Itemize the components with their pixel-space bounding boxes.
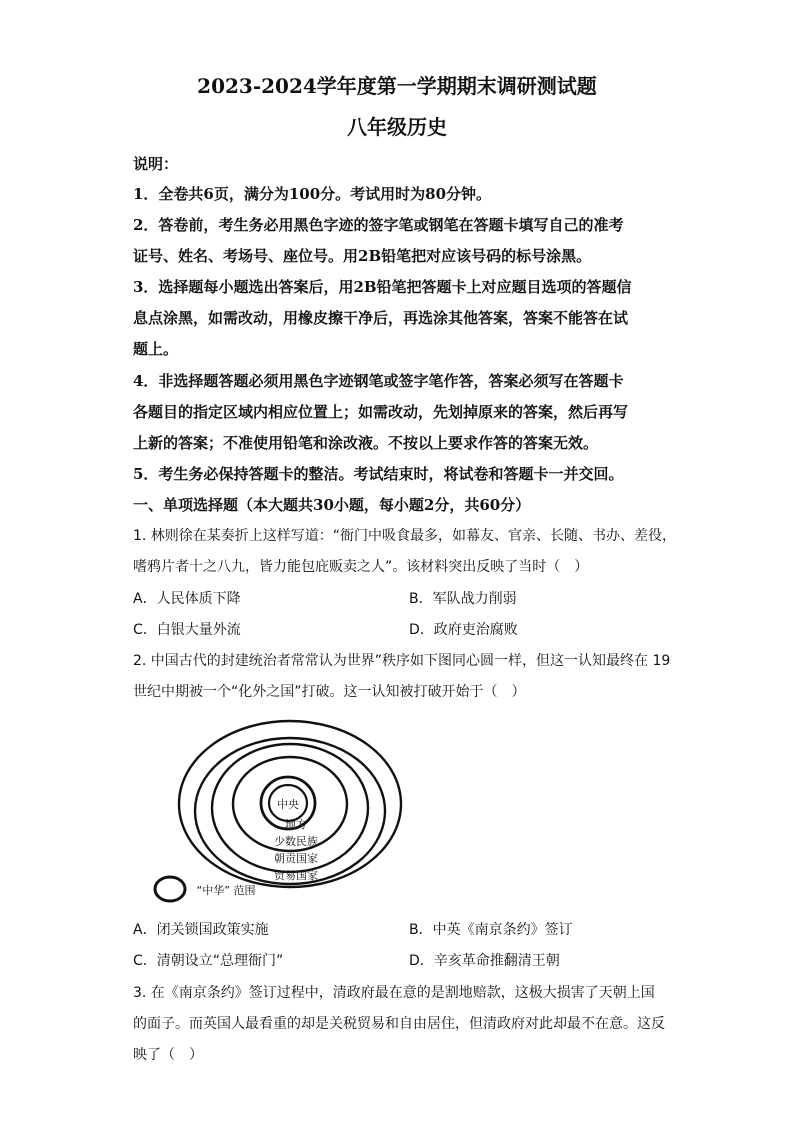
instruction-line: 5．考生务必保持答题卡的整洁。考试结束时，将试卷和答题卡一并交回。 xyxy=(133,465,624,483)
question-3-stem: 的面子。而英国人最看重的却是关税贸易和自由居住，但清政府对此却最不在意。这反 xyxy=(133,1016,665,1032)
instruction-line: 各题目的指定区域内相应位置上；如需改动，先划掉原来的答案，然后再写 xyxy=(133,403,629,421)
instruction-line: 题上。 xyxy=(133,340,179,358)
ring-label-ethnic-minorities: 少数民族 xyxy=(274,835,318,848)
exam-title: 2023-2024学年度第一学期期末调研测试题 xyxy=(197,74,597,98)
question-1-stem: 1. 林则徐在某奏折上这样写道：“衙门中吸食最多，如幕友、官亲、长随、书办、差役， xyxy=(133,528,677,544)
ring-label-central: 中央 xyxy=(277,798,299,811)
concentric-world-order-diagram xyxy=(150,712,410,912)
question-3-stem: 3. 在《南京条约》签订过程中，清政府最在意的是割地赔款，这极大损害了天朝上国 xyxy=(133,985,655,1001)
question-1-option-b: B．军队战力削弱 xyxy=(409,591,517,607)
instruction-line: 上新的答案；不准使用铅笔和涂改液。不按以上要求作答的答案无效。 xyxy=(133,434,599,452)
instructions-heading: 说明： xyxy=(133,155,179,173)
ring-label-trade-countries: 贸易国家 xyxy=(274,869,318,882)
instruction-line: 息点涂黑，如需改动，用橡皮擦干净后，再选涂其他答案，答案不能答在试 xyxy=(133,309,629,327)
question-2-stem: 2. 中国古代的封建统治者常常认为世界”秩序如下图同心圆一样，但这一认知最终在 19 xyxy=(133,653,671,669)
ring-label-local: 地方 xyxy=(285,818,307,831)
legend-label: “中华” 范围 xyxy=(196,884,256,897)
instruction-line: 1．全卷共6页，满分为100分。考试用时为80分钟。 xyxy=(133,185,492,203)
question-1-option-a: A．人民体质下降 xyxy=(133,591,241,607)
ring-label-tributary-countries: 朝贡国家 xyxy=(274,852,318,865)
question-1-stem: 嗜鸦片者十之八九，皆力能包庇贩卖之人”。该材料突出反映了当时（ ） xyxy=(133,559,589,575)
legend-ring xyxy=(155,877,185,901)
instruction-line: 3．选择题每小题选出答案后，用2B铅笔把答题卡上对应题目选项的答题信 xyxy=(133,278,632,296)
question-2-option-c: C．清朝设立“总理衙门” xyxy=(133,953,284,969)
question-1-option-c: C．白银大量外流 xyxy=(133,622,241,638)
instruction-line: 证号、姓名、考场号、座位号。用2B铅笔把对应该号码的标号涂黑。 xyxy=(133,247,592,265)
question-1-option-d: D．政府吏治腐败 xyxy=(409,622,518,638)
question-3-stem: 映了（ ） xyxy=(133,1047,203,1063)
instruction-line: 2．答卷前，考生务必用黑色字迹的签字笔或钢笔在答题卡填写自己的准考 xyxy=(133,216,624,234)
section-heading: 一、单项选择题（本大题共30小题，每小题2分，共60分） xyxy=(133,496,531,514)
question-2-stem: 世纪中期被一个“化外之国”打破。这一认知被打破开始于（ ） xyxy=(133,684,526,700)
question-2-option-d: D．辛亥革命推翻清王朝 xyxy=(409,953,560,969)
question-2-option-b: B．中英《南京条约》签订 xyxy=(409,922,573,938)
instruction-line: 4．非选择题答题必须用黑色字迹钢笔或签字笔作答，答案必须写在答题卡 xyxy=(133,372,624,390)
question-2-option-a: A．闭关锁国政策实施 xyxy=(133,922,269,938)
exam-subject: 八年级历史 xyxy=(347,115,447,139)
